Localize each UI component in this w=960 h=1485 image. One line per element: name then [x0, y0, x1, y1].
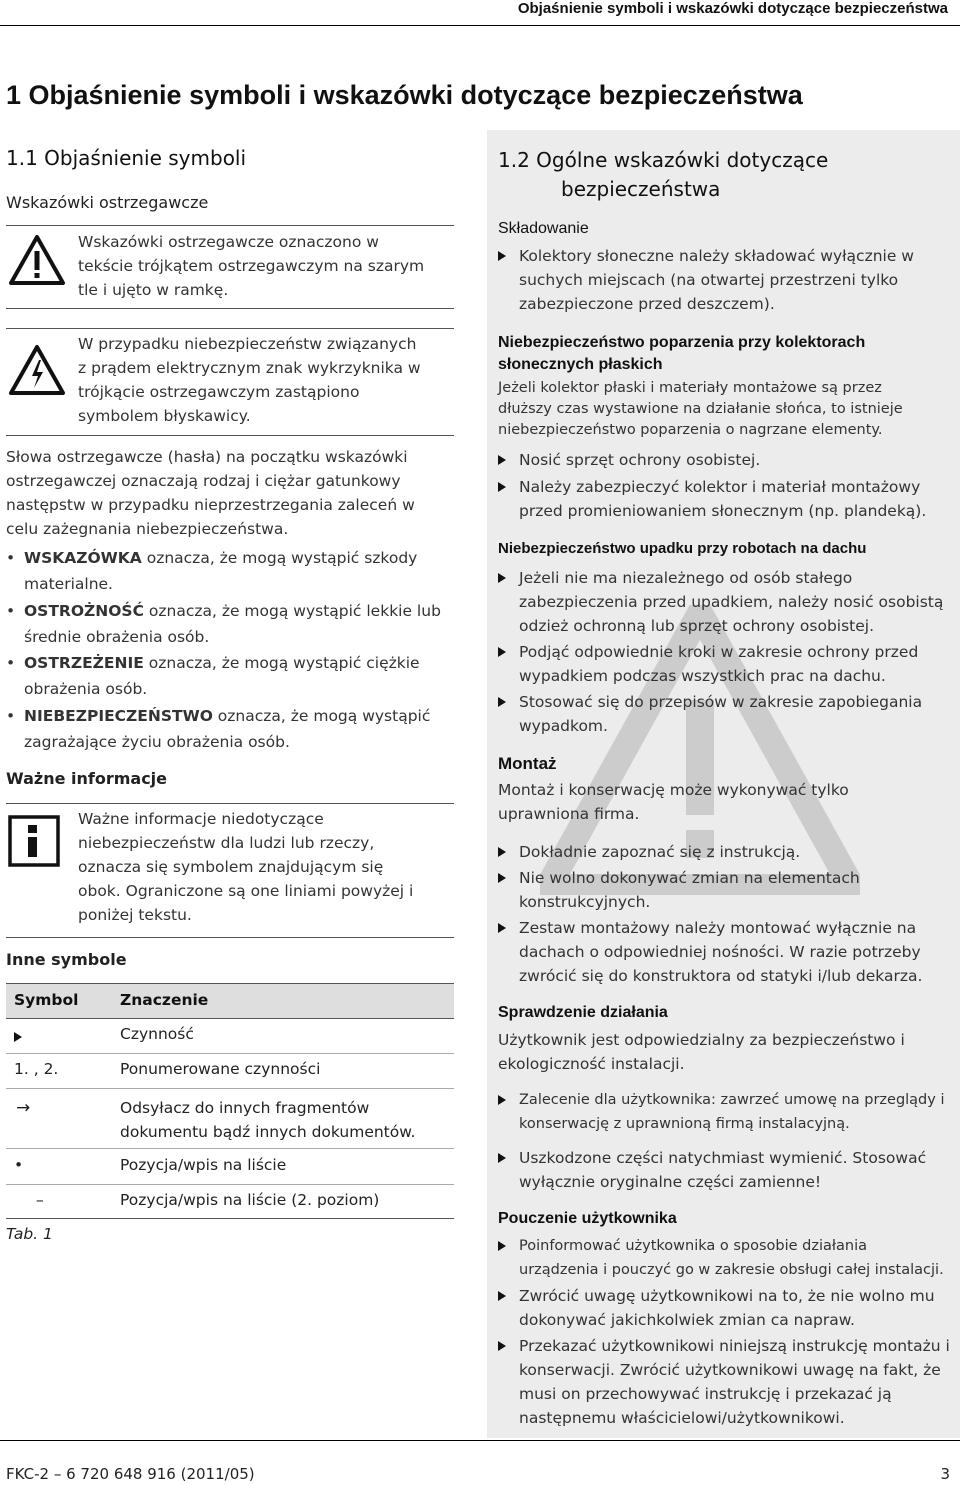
text-line: materialne.	[24, 575, 113, 593]
text-line: Użytkownik jest odpowiedzialny za bezpieczeństwo i	[498, 1031, 905, 1049]
triangle-arrow-icon	[498, 1241, 506, 1251]
triangle-arrow-icon	[498, 847, 506, 857]
list-item	[498, 916, 953, 988]
list-item	[498, 1284, 953, 1332]
triangle-arrow-icon	[498, 873, 506, 883]
signal-word: WSKAZÓWKA	[24, 549, 142, 567]
text-line: dachach o odpowiedniej nośności. W razie potrzeby	[519, 943, 921, 961]
triangle-arrow-icon	[498, 455, 506, 465]
text-line: oznacza, że mogą wystąpić ciężkie	[143, 654, 420, 672]
text-line: trójkącie ostrzegawczym zastąpiono	[78, 383, 360, 401]
text-line: oznacza się symbolem znajdującym się	[78, 858, 384, 876]
cross-reference-arrow-icon: →	[16, 1098, 31, 1118]
text-line: następnemu właścicielowi/użytkownikowi.	[519, 1409, 845, 1427]
triangle-arrow-icon	[498, 647, 506, 657]
text-line: 1.2 Ogólne wskazówki dotyczące	[498, 148, 829, 172]
triangle-arrow-icon	[498, 923, 506, 933]
text-line: Ważne informacje niedotyczące	[78, 810, 324, 828]
text-line: celu zażegnania niebezpieczeństwa.	[6, 520, 289, 538]
text-line: Jeżeli kolektor płaski i materiały montażowe są przez	[498, 380, 882, 396]
electric-warning-icon	[8, 344, 66, 396]
text-line: poniżej tekstu.	[78, 906, 192, 924]
warnings-heading: Wskazówki ostrzegawcze	[6, 193, 209, 212]
signal-words-paragraph	[6, 445, 456, 541]
text-line: urządzenia i pouczyć go w zakresie obsługi całej instalacji.	[519, 1262, 944, 1278]
mount-paragraph	[498, 778, 953, 826]
text-line: konstrukcyjnych.	[519, 893, 651, 911]
triangle-arrow-icon	[498, 573, 506, 583]
rule	[6, 1184, 454, 1185]
rule	[6, 435, 454, 436]
text-line: Podjąć odpowiednie kroki w zakresie ochrony przed	[519, 643, 919, 661]
page-number: 3	[940, 1465, 950, 1483]
text-line: dokumentu bądź innych dokumentów.	[120, 1123, 416, 1141]
table-cell: –	[36, 1191, 44, 1209]
text-line: tle i ujęto w ramkę.	[78, 281, 229, 299]
text-line: dokonywać jakichkolwiek zmian ca napraw.	[519, 1311, 855, 1329]
important-box-text	[78, 807, 458, 927]
table-cell: Ponumerowane czynności	[120, 1060, 321, 1078]
triangle-arrow-icon	[498, 1153, 506, 1163]
section-1-1-title: 1.1 Objaśnienie symboli	[6, 146, 247, 170]
text-line: niebezpieczeństwo poparzenia o nagrzane elementy.	[498, 422, 883, 438]
text-line: Stosować się do przepisów w zakresie zapobiegania	[519, 693, 923, 711]
text-line: Jeżeli nie ma niezależnego od osób stałego	[519, 569, 853, 587]
important-heading: Ważne informacje	[6, 769, 168, 788]
text-line: Montaż i konserwację może wykonywać tylko	[498, 781, 849, 799]
text-line: oznacza, że mogą wystąpić szkody	[141, 549, 418, 567]
text-line: konserwację z uprawnioną firmą instalacyjną.	[519, 1116, 850, 1132]
warning-box-2-text	[78, 332, 458, 428]
list-item	[498, 475, 953, 523]
text-line: wypadkiem podczas wszystkich prac na dachu.	[519, 667, 886, 685]
rule	[6, 225, 454, 226]
text-line: odzież ochronną lub sprzęt ochrony osobistej.	[519, 617, 875, 635]
burn-heading	[498, 332, 865, 376]
list-item	[6, 703, 456, 755]
text-line: ostrzegawczej oznaczają rodzaj i ciężar gatunkowy	[6, 472, 401, 490]
rule	[6, 308, 454, 309]
text-line: Nie wolno dokonywać zmian na elementach	[519, 869, 860, 887]
other-symbols-heading: Inne symbole	[6, 950, 127, 969]
text-line: musi on przechowywać instrukcję i przekazać ją	[519, 1385, 892, 1403]
text-line: suchych miejscach (na otwartej przestrzeni tylko	[519, 271, 899, 289]
page-footer	[0, 1440, 960, 1483]
text-line: Wskazówki ostrzegawcze oznaczono w	[78, 233, 379, 251]
text-line: Słowa ostrzegawcze (hasła) na początku wskazówki	[6, 448, 408, 466]
rule	[6, 328, 454, 329]
text-line: następstw w przypadku nieprzestrzegania zaleceń w	[6, 496, 415, 514]
list-item	[498, 1234, 953, 1282]
list-item	[498, 840, 953, 864]
chapter-title: 1 Objaśnienie symboli i wskazówki dotyczące bezpieczeństwa	[6, 80, 803, 110]
text-line: Należy zabezpieczyć kolektor i materiał montażowy	[519, 478, 921, 496]
text-line: Dokładnie zapoznać się z instrukcją.	[519, 843, 801, 861]
text-line: średnie obrażenia osób.	[24, 628, 210, 646]
triangle-arrow-icon	[14, 1032, 22, 1042]
table-cell	[120, 1096, 450, 1144]
rule	[6, 1088, 454, 1089]
info-icon	[8, 815, 60, 867]
text-line: Zalecenie dla użytkownika: zawrzeć umowę na przeglądy i	[519, 1092, 945, 1108]
text-line: oznacza, że mogą wystąpić lekkie lub	[143, 602, 441, 620]
text-line: ekologiczność instalacji.	[498, 1055, 685, 1073]
text-line: zwrócić się do konstruktora od statyki i/lub dekarza.	[519, 967, 923, 985]
list-item	[498, 866, 953, 914]
text-line: Przekazać użytkownikowi niniejszą instrukcję montażu i	[519, 1337, 950, 1355]
list-item	[6, 545, 456, 597]
table-header	[6, 983, 454, 1019]
text-line: symbolem błyskawicy.	[78, 407, 251, 425]
section-1-2-title	[498, 146, 828, 204]
warning-triangle-icon	[8, 234, 66, 286]
text-line: Uszkodzone części natychmiast wymienić. Stosować	[519, 1149, 927, 1167]
text-line: Kolektory słoneczne należy składować wyłącznie w	[519, 247, 914, 265]
text-line: wyłącznie oryginalne części zamienne!	[519, 1173, 822, 1191]
list-item	[498, 690, 953, 738]
text-line: uprawniona firma.	[498, 805, 640, 823]
column-header-meaning: Znaczenie	[120, 991, 209, 1009]
rule	[6, 1148, 454, 1149]
rule	[6, 803, 454, 804]
text-line: dłuższy czas wystawione na działanie słońca, to istnieje	[498, 401, 903, 417]
table-cell: Pozycja/wpis na liście (2. poziom)	[120, 1191, 380, 1209]
warning-box-1-text	[78, 230, 458, 302]
text-line: Poinformować użytkownika o sposobie działania	[519, 1238, 867, 1254]
triangle-arrow-icon	[498, 482, 506, 492]
text-line: zabezpieczenia przed upadkiem, należy nosić osobistą	[519, 593, 944, 611]
text-line: niebezpieczeństw dla ludzi lub rzeczy,	[78, 834, 375, 852]
signal-word: OSTROŻNOŚĆ	[24, 602, 144, 620]
storage-heading: Składowanie	[498, 220, 589, 237]
signal-word: OSTRZEŻENIE	[24, 654, 144, 672]
text-line: zabezpieczone przed deszczem).	[519, 295, 775, 313]
text-line: Odsyłacz do innych fragmentów	[120, 1099, 370, 1117]
text-line: tekście trójkątem ostrzegawczym na szarym	[78, 257, 425, 275]
triangle-arrow-icon	[498, 1341, 506, 1351]
fall-heading: Niebezpieczeństwo upadku przy robotach na dachu	[498, 540, 867, 557]
check-heading: Sprawdzenie działania	[498, 1004, 668, 1021]
list-item	[498, 640, 953, 688]
text-line: Zestaw montażowy należy montować wyłącznie na	[519, 919, 917, 937]
text-line: z prądem elektrycznym znak wykrzyknika w	[78, 359, 421, 377]
list-item	[498, 1334, 953, 1430]
rule	[6, 1053, 454, 1054]
signal-word: NIEBEZPIECZEŃSTWO	[24, 707, 213, 725]
table-cell: •	[14, 1156, 24, 1174]
table-cell: Pozycja/wpis na liście	[120, 1156, 287, 1174]
text-line: obok. Ograniczone są one liniami powyżej i	[78, 882, 414, 900]
text-line: wypadkom.	[519, 717, 608, 735]
document-id: FKC-2 – 6 720 648 916 (2011/05)	[6, 1465, 255, 1483]
text-line: Zwrócić uwagę użytkownikowi na to, że nie wolno mu	[519, 1287, 935, 1305]
text-line: obrażenia osób.	[24, 680, 148, 698]
mount-heading: Montaż	[498, 754, 557, 773]
running-title: Objaśnienie symboli i wskazówki dotyczące bezpieczeństwa	[517, 0, 948, 17]
rule	[6, 937, 454, 938]
text-line: Nosić sprzęt ochrony osobistej.	[519, 451, 761, 469]
text-line: oznacza, że mogą wystąpić	[212, 707, 431, 725]
triangle-arrow-icon	[498, 1291, 506, 1301]
list-item	[6, 598, 456, 650]
text-line: słonecznych płaskich	[498, 356, 663, 373]
table-caption: Tab. 1	[6, 1225, 53, 1243]
rule	[6, 1218, 454, 1219]
text-line: zagrażające życiu obrażenia osób.	[24, 733, 290, 751]
triangle-arrow-icon	[498, 697, 506, 707]
triangle-arrow-icon	[498, 1095, 506, 1105]
text-line: Niebezpieczeństwo poparzenia przy kolektorach	[498, 334, 866, 351]
text-line: bezpieczeństwa	[561, 177, 721, 201]
list-item	[498, 448, 953, 472]
list-item	[6, 650, 456, 702]
list-item	[498, 244, 953, 316]
check-paragraph	[498, 1028, 953, 1076]
text-line: konserwacji. Zwrócić użytkownikowi uwagę na fakt, że	[519, 1361, 941, 1379]
instruct-heading: Pouczenie użytkownika	[498, 1210, 677, 1227]
text-line: W przypadku niebezpieczeństw związanych	[78, 335, 417, 353]
burn-paragraph	[498, 378, 953, 441]
column-header-symbol: Symbol	[14, 991, 79, 1009]
running-header	[0, 0, 960, 26]
list-item	[498, 566, 953, 638]
table-cell: 1. , 2.	[14, 1060, 59, 1078]
list-item	[498, 1088, 953, 1136]
triangle-arrow-icon	[498, 251, 506, 261]
table-cell: Czynność	[120, 1025, 194, 1043]
list-item	[498, 1146, 953, 1194]
text-line: przed promieniowaniem słonecznym (np. plandeką).	[519, 502, 927, 520]
